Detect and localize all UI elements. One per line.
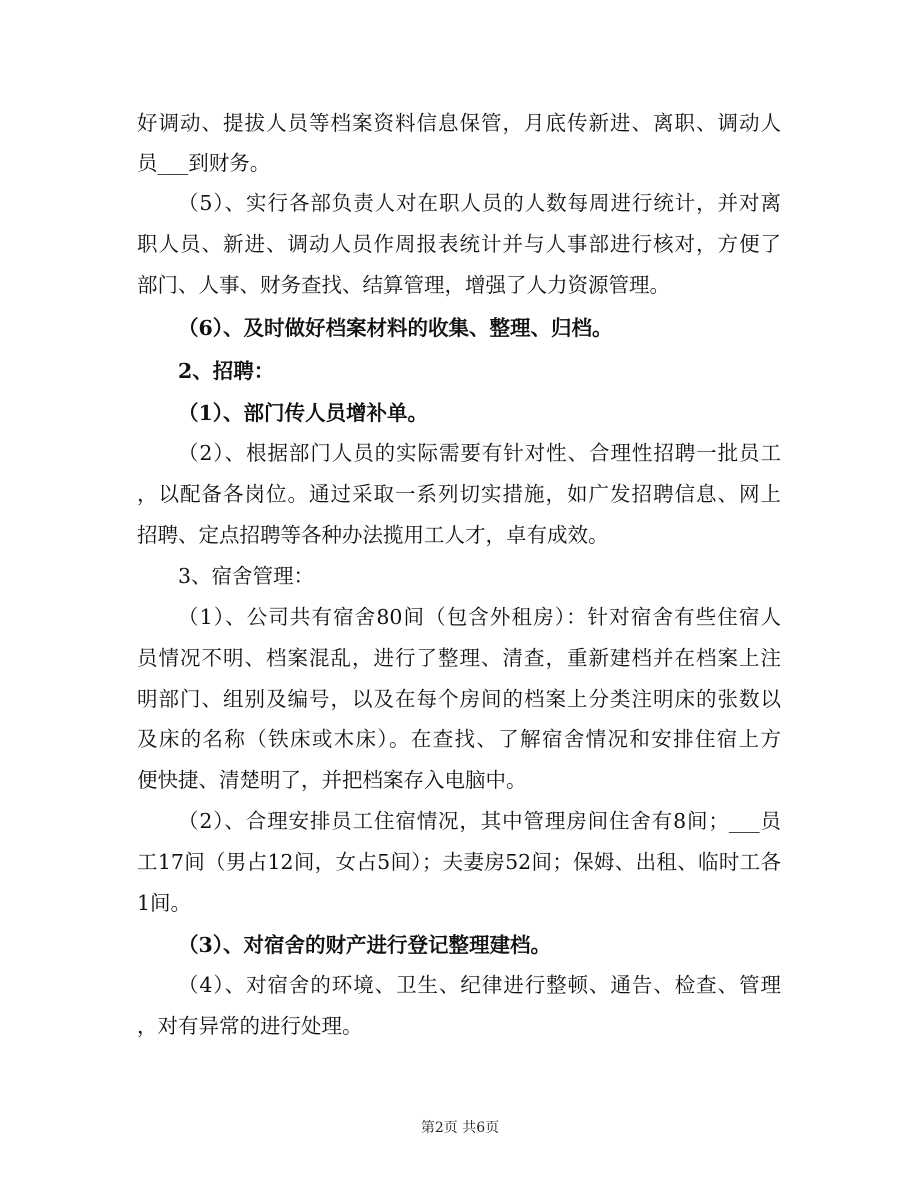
paragraph-line: 部门、人事、财务查找、结算管理，增强了人力资源管理。 (137, 273, 670, 297)
paragraph-line: 明部门、组别及编号，以及在每个房间的档案上分类注明床的张数以 (137, 687, 781, 711)
paragraph-line: （5）、实行各部负责人对在职人员的人数每周进行统计，并对离 (178, 191, 781, 215)
paragraph-line: 招聘、定点招聘等各种办法揽用工人才，卓有成效。 (137, 523, 609, 547)
paragraph-bold: （1）、部门传人员增补单。 (178, 401, 429, 425)
page-number-footer: 第2页 共6页 (420, 1120, 500, 1136)
paragraph-line: ，以配备各岗位。通过采取一系列切实措施，如广发招聘信息、网上 (137, 482, 781, 506)
paragraph-line: 员情况不明、档案混乱，进行了整理、清查，重新建档并在档案上注 (137, 646, 781, 670)
paragraph-line: （4）、对宿舍的环境、卫生、纪律进行整顿、通告、检查、管理 (178, 973, 781, 997)
paragraph-line: 及床的名称（铁床或木床）。在查找、了解宿舍情况和安排住宿上方 (137, 727, 781, 751)
paragraph-line: ，对有异常的进行处理。 (137, 1014, 363, 1038)
section-heading-dormitory: 3、宿舍管理： (178, 564, 315, 588)
paragraph-bold: （6）、及时做好档案材料的收集、整理、归档。 (178, 316, 613, 340)
paragraph-line: 1间。 (137, 891, 192, 915)
paragraph-line: （2）、根据部门人员的实际需要有针对性、合理性招聘一批员工 (178, 441, 781, 465)
paragraph-line: （1）、公司共有宿舍80间（包含外租房）：针对宿舍有些住宿人 (178, 605, 781, 629)
paragraph-line: 员___到财务。 (137, 151, 271, 175)
paragraph-line: （2）、合理安排员工住宿情况，其中管理房间住舍有8间；___员 (178, 809, 781, 833)
paragraph-bold: （3）、对宿舍的财产进行登记整理建档。 (178, 933, 552, 957)
paragraph-line: 职人员、新进、调动人员作周报表统计并与人事部进行核对，方便了 (137, 232, 781, 256)
paragraph-line: 工17间（男占12间，女占5间）；夫妻房52间；保姆、出租、临时工各 (137, 850, 781, 874)
paragraph-line: 好调动、提拔人员等档案资料信息保管，月底传新进、离职、调动人 (137, 111, 781, 135)
paragraph-line: 便快捷、清楚明了，并把档案存入电脑中。 (137, 768, 527, 792)
section-heading-recruitment: 2、招聘： (178, 359, 275, 383)
